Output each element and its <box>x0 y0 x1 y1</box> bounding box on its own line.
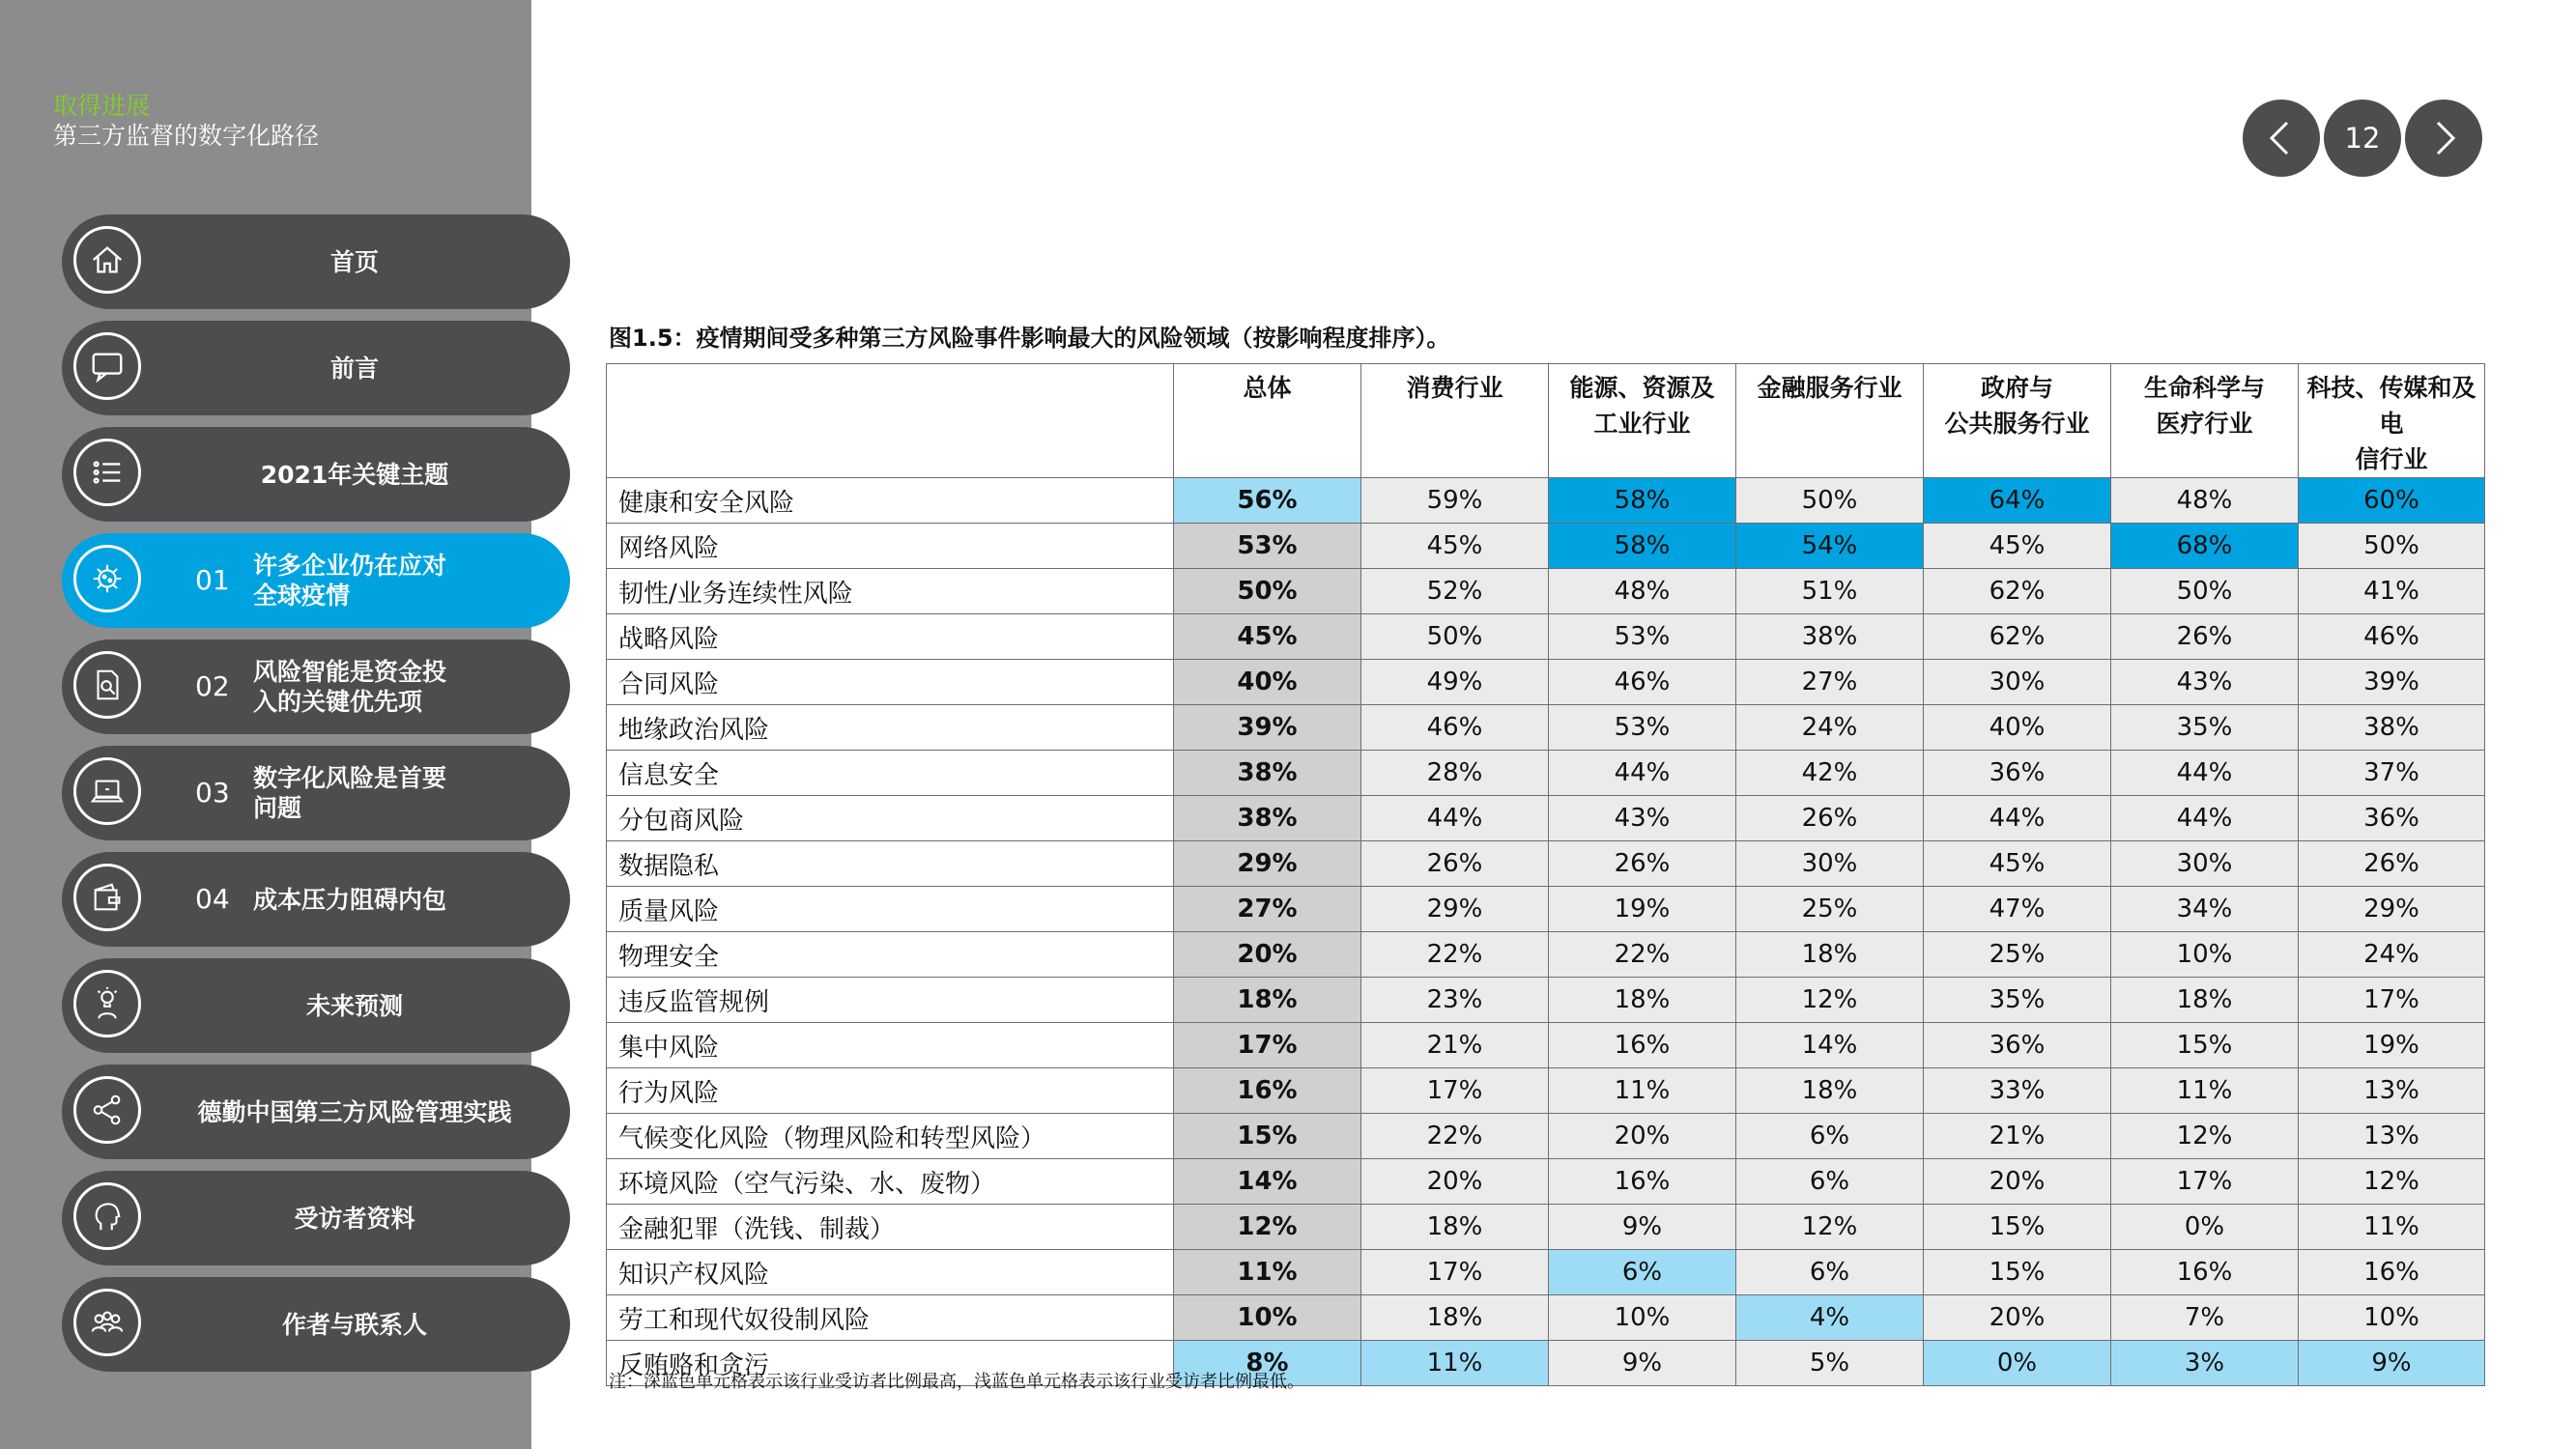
page-number: 12 <box>2324 99 2401 177</box>
nav-item-key-themes[interactable] <box>62 427 570 522</box>
table-cell: 20% <box>1361 1159 1549 1205</box>
table-cell: 58% <box>1549 478 1736 524</box>
table-cell: 36% <box>2299 796 2485 841</box>
table-cell: 16% <box>1174 1068 1361 1114</box>
table-cell: 44% <box>1361 796 1549 841</box>
table-cell: 27% <box>1174 887 1361 932</box>
table-cell: 11% <box>1549 1068 1736 1114</box>
row-label: 知识产权风险 <box>607 1250 1174 1295</box>
column-header: 科技、传媒和及电 信行业 <box>2299 364 2485 478</box>
row-label: 数据隐私 <box>607 841 1174 887</box>
nav-item-future-outlook[interactable] <box>62 958 570 1053</box>
nav-number: 02 <box>195 670 230 702</box>
wallet-icon <box>73 864 141 931</box>
row-label: 集中风险 <box>607 1023 1174 1068</box>
column-header: 生命科学与 医疗行业 <box>2111 364 2299 478</box>
column-header: 金融服务行业 <box>1736 364 1924 478</box>
table-cell: 46% <box>2299 614 2485 660</box>
table-cell: 36% <box>1924 1023 2111 1068</box>
table-cell: 46% <box>1549 660 1736 705</box>
table-cell: 44% <box>2111 751 2299 796</box>
table-cell: 34% <box>2111 887 2299 932</box>
table-row <box>607 1159 2485 1205</box>
table-cell: 24% <box>2299 932 2485 978</box>
table-cell: 44% <box>2111 796 2299 841</box>
table-cell: 4% <box>1736 1295 1924 1341</box>
laptop-icon <box>73 757 141 825</box>
nav-label: 许多企业仍在应对 全球疫情 <box>253 552 447 610</box>
table-cell: 53% <box>1549 614 1736 660</box>
table-cell: 26% <box>1361 841 1549 887</box>
table-cell: 40% <box>1174 660 1361 705</box>
table-cell: 29% <box>1174 841 1361 887</box>
table-cell: 62% <box>1924 614 2111 660</box>
nav-item-chapter-04[interactable] <box>62 852 570 947</box>
nav-item-home[interactable] <box>62 214 570 309</box>
table-cell: 13% <box>2299 1114 2485 1159</box>
table-cell: 48% <box>1549 569 1736 614</box>
table-cell: 8% <box>1174 1341 1361 1386</box>
row-label: 网络风险 <box>607 524 1174 569</box>
table-cell: 16% <box>2299 1250 2485 1295</box>
table-cell: 52% <box>1361 569 1549 614</box>
table-cell: 49% <box>1361 660 1549 705</box>
table-cell: 20% <box>1174 932 1361 978</box>
nav-label: 风险智能是资金投 入的关键优先项 <box>253 658 447 716</box>
row-label: 合同风险 <box>607 660 1174 705</box>
table-cell: 15% <box>1174 1114 1361 1159</box>
nav-label: 德勤中国第三方风险管理实践 <box>197 1097 512 1126</box>
row-label: 质量风险 <box>607 887 1174 932</box>
speech-bubble-icon <box>73 332 141 400</box>
table-row <box>607 1205 2485 1250</box>
table-cell: 15% <box>1924 1250 2111 1295</box>
table-row <box>607 1023 2485 1068</box>
nav-item-deloitte-practice[interactable] <box>62 1065 570 1159</box>
row-label: 劳工和现代奴役制风险 <box>607 1295 1174 1341</box>
row-label: 反贿赂和贪污 <box>607 1341 1174 1386</box>
table-cell: 22% <box>1361 1114 1549 1159</box>
nav-item-chapter-03[interactable] <box>62 746 570 840</box>
table-cell: 0% <box>1924 1341 2111 1386</box>
row-label: 环境风险（空气污染、水、废物） <box>607 1159 1174 1205</box>
table-row <box>607 1068 2485 1114</box>
table-row <box>607 478 2485 524</box>
table-cell: 26% <box>2111 614 2299 660</box>
column-header: 总体 <box>1174 364 1361 478</box>
table-cell: 17% <box>2111 1159 2299 1205</box>
table-cell: 45% <box>1924 524 2111 569</box>
column-header: 政府与 公共服务行业 <box>1924 364 2111 478</box>
table-cell: 39% <box>1174 705 1361 751</box>
table-cell: 48% <box>2111 478 2299 524</box>
table-cell: 22% <box>1549 932 1736 978</box>
table-cell: 17% <box>1361 1068 1549 1114</box>
table-row <box>607 1250 2485 1295</box>
table-cell: 44% <box>1549 751 1736 796</box>
table-cell: 11% <box>1174 1250 1361 1295</box>
table-row <box>607 841 2485 887</box>
previous-page-button[interactable] <box>2243 99 2320 177</box>
table-cell: 50% <box>2299 524 2485 569</box>
virus-icon <box>73 545 141 612</box>
table-cell: 14% <box>1736 1023 1924 1068</box>
table-cell: 20% <box>1924 1295 2111 1341</box>
header-corner <box>607 364 1174 478</box>
table-cell: 62% <box>1924 569 2111 614</box>
table-cell: 50% <box>1174 569 1361 614</box>
table-row <box>607 1114 2485 1159</box>
table-row <box>607 796 2485 841</box>
table-row <box>607 751 2485 796</box>
table-cell: 16% <box>2111 1250 2299 1295</box>
nav-number: 03 <box>195 777 230 809</box>
table-cell: 47% <box>1924 887 2111 932</box>
row-label: 行为风险 <box>607 1068 1174 1114</box>
table-cell: 21% <box>1361 1023 1549 1068</box>
table-cell: 50% <box>1736 478 1924 524</box>
table-cell: 40% <box>1924 705 2111 751</box>
table-cell: 18% <box>1361 1205 1549 1250</box>
chevron-right-icon <box>2424 119 2463 157</box>
table-cell: 21% <box>1924 1114 2111 1159</box>
nav-item-preface[interactable] <box>62 321 570 415</box>
table-cell: 6% <box>1549 1250 1736 1295</box>
row-label: 违反监管规例 <box>607 978 1174 1023</box>
table-cell: 54% <box>1736 524 1924 569</box>
table-cell: 36% <box>1924 751 2111 796</box>
table-cell: 45% <box>1174 614 1361 660</box>
table-row <box>607 569 2485 614</box>
row-label: 分包商风险 <box>607 796 1174 841</box>
table-body <box>607 478 2485 1386</box>
table-row <box>607 932 2485 978</box>
table-row <box>607 660 2485 705</box>
table-cell: 9% <box>2299 1341 2485 1386</box>
table-cell: 19% <box>2299 1023 2485 1068</box>
table-cell: 9% <box>1549 1341 1736 1386</box>
table-cell: 30% <box>1736 841 1924 887</box>
table-cell: 68% <box>2111 524 2299 569</box>
nav-label: 作者与联系人 <box>281 1310 427 1339</box>
table-row <box>607 705 2485 751</box>
table-cell: 38% <box>1736 614 1924 660</box>
chevron-left-icon <box>2262 119 2301 157</box>
row-label: 金融犯罪（洗钱、制裁） <box>607 1205 1174 1250</box>
table-cell: 42% <box>1736 751 1924 796</box>
document-search-icon <box>73 651 141 719</box>
column-header: 能源、资源及 工业行业 <box>1549 364 1736 478</box>
table-cell: 26% <box>1549 841 1736 887</box>
table-cell: 3% <box>2111 1341 2299 1386</box>
table-cell: 38% <box>1174 751 1361 796</box>
table-cell: 14% <box>1174 1159 1361 1205</box>
nav-label: 数字化风险是首要 问题 <box>253 764 447 822</box>
nav-label: 2021年关键主题 <box>260 460 449 489</box>
table-cell: 35% <box>2111 705 2299 751</box>
table-cell: 28% <box>1361 751 1549 796</box>
nav-item-authors[interactable] <box>62 1277 570 1372</box>
table-cell: 15% <box>2111 1023 2299 1068</box>
table-cell: 46% <box>1361 705 1549 751</box>
table-cell: 33% <box>1924 1068 2111 1114</box>
table-cell: 19% <box>1549 887 1736 932</box>
nav-label: 首页 <box>329 247 379 276</box>
table-row <box>607 524 2485 569</box>
people-group-icon <box>73 1289 141 1356</box>
table-cell: 5% <box>1736 1341 1924 1386</box>
nav-item-chapter-02[interactable] <box>62 639 570 734</box>
table-cell: 6% <box>1736 1250 1924 1295</box>
row-label: 战略风险 <box>607 614 1174 660</box>
table-cell: 12% <box>1736 978 1924 1023</box>
home-icon <box>73 226 141 294</box>
table-cell: 16% <box>1549 1023 1736 1068</box>
table-cell: 18% <box>1736 1068 1924 1114</box>
nav-label: 未来预测 <box>305 991 403 1020</box>
table-cell: 11% <box>1361 1341 1549 1386</box>
table-cell: 9% <box>1549 1205 1736 1250</box>
nav-label: 成本压力阻碍内包 <box>253 885 447 914</box>
table-cell: 23% <box>1361 978 1549 1023</box>
table-cell: 25% <box>1736 887 1924 932</box>
table-cell: 59% <box>1361 478 1549 524</box>
table-cell: 35% <box>1924 978 2111 1023</box>
table-row <box>607 978 2485 1023</box>
lightbulb-person-icon <box>73 970 141 1037</box>
risk-table <box>606 363 2485 1386</box>
table-cell: 45% <box>1924 841 2111 887</box>
table-cell: 10% <box>2299 1295 2485 1341</box>
table-cell: 26% <box>2299 841 2485 887</box>
table-cell: 50% <box>2111 569 2299 614</box>
table-cell: 39% <box>2299 660 2485 705</box>
table-cell: 53% <box>1174 524 1361 569</box>
table-cell: 27% <box>1736 660 1924 705</box>
table-cell: 7% <box>2111 1295 2299 1341</box>
table-cell: 18% <box>1361 1295 1549 1341</box>
table-cell: 18% <box>1174 978 1361 1023</box>
column-header: 消费行业 <box>1361 364 1549 478</box>
table-cell: 60% <box>2299 478 2485 524</box>
table-cell: 11% <box>2299 1205 2485 1250</box>
table-cell: 24% <box>1736 705 1924 751</box>
table-cell: 17% <box>2299 978 2485 1023</box>
table-cell: 30% <box>2111 841 2299 887</box>
nav-item-chapter-01[interactable] <box>62 533 570 628</box>
table-cell: 58% <box>1549 524 1736 569</box>
table-cell: 12% <box>2299 1159 2485 1205</box>
table-cell: 18% <box>1549 978 1736 1023</box>
row-label: 信息安全 <box>607 751 1174 796</box>
section-title: 第三方监督的数字化路径 <box>53 122 320 150</box>
table-cell: 18% <box>2111 978 2299 1023</box>
next-page-button[interactable] <box>2405 99 2482 177</box>
table-cell: 38% <box>1174 796 1361 841</box>
table-cell: 12% <box>1736 1205 1924 1250</box>
table-cell: 38% <box>2299 705 2485 751</box>
row-label: 气候变化风险（物理风险和转型风险） <box>607 1114 1174 1159</box>
table-cell: 51% <box>1736 569 1924 614</box>
share-icon <box>73 1076 141 1144</box>
table-cell: 30% <box>1924 660 2111 705</box>
table-cell: 11% <box>2111 1068 2299 1114</box>
figure-note: 注：深蓝色单元格表示该行业受访者比例最高，浅蓝色单元格表示该行业受访者比例最低。 <box>609 1372 1304 1392</box>
table-cell: 44% <box>1924 796 2111 841</box>
table-row <box>607 887 2485 932</box>
table-cell: 53% <box>1549 705 1736 751</box>
row-label: 物理安全 <box>607 932 1174 978</box>
table-cell: 43% <box>1549 796 1736 841</box>
section-kicker: 取得进展 <box>53 92 151 120</box>
table-cell: 10% <box>2111 932 2299 978</box>
table-cell: 50% <box>1361 614 1549 660</box>
table-cell: 41% <box>2299 569 2485 614</box>
table-cell: 22% <box>1361 932 1549 978</box>
table-cell: 17% <box>1174 1023 1361 1068</box>
head-profile-icon <box>73 1182 141 1250</box>
table-cell: 6% <box>1736 1114 1924 1159</box>
table-cell: 45% <box>1361 524 1549 569</box>
table-cell: 56% <box>1174 478 1361 524</box>
table-cell: 25% <box>1924 932 2111 978</box>
table-cell: 29% <box>1361 887 1549 932</box>
row-label: 韧性/业务连续性风险 <box>607 569 1174 614</box>
nav-item-respondents[interactable] <box>62 1171 570 1265</box>
table-row <box>607 614 2485 660</box>
table-cell: 17% <box>1361 1250 1549 1295</box>
table-cell: 20% <box>1924 1159 2111 1205</box>
row-label: 健康和安全风险 <box>607 478 1174 524</box>
table-cell: 64% <box>1924 478 2111 524</box>
table-cell: 13% <box>2299 1068 2485 1114</box>
table-cell: 12% <box>2111 1114 2299 1159</box>
nav-label: 受访者资料 <box>294 1204 415 1233</box>
table-cell: 0% <box>2111 1205 2299 1250</box>
list-icon <box>73 439 141 506</box>
table-cell: 26% <box>1736 796 1924 841</box>
table-cell: 10% <box>1174 1295 1361 1341</box>
nav-label: 前言 <box>329 354 379 383</box>
table-cell: 20% <box>1549 1114 1736 1159</box>
table-cell: 12% <box>1174 1205 1361 1250</box>
nav-number: 04 <box>195 883 230 915</box>
table-cell: 29% <box>2299 887 2485 932</box>
figure-title: 图1.5：疫情期间受多种第三方风险事件影响最大的风险领域（按影响程度排序）。 <box>609 325 1450 352</box>
table-cell: 10% <box>1549 1295 1736 1341</box>
table-cell: 6% <box>1736 1159 1924 1205</box>
table-cell: 37% <box>2299 751 2485 796</box>
nav-number: 01 <box>195 564 230 596</box>
table-cell: 18% <box>1736 932 1924 978</box>
table-cell: 16% <box>1549 1159 1736 1205</box>
table-cell: 43% <box>2111 660 2299 705</box>
table-cell: 15% <box>1924 1205 2111 1250</box>
table-header-row <box>607 364 2485 478</box>
table-row <box>607 1295 2485 1341</box>
row-label: 地缘政治风险 <box>607 705 1174 751</box>
